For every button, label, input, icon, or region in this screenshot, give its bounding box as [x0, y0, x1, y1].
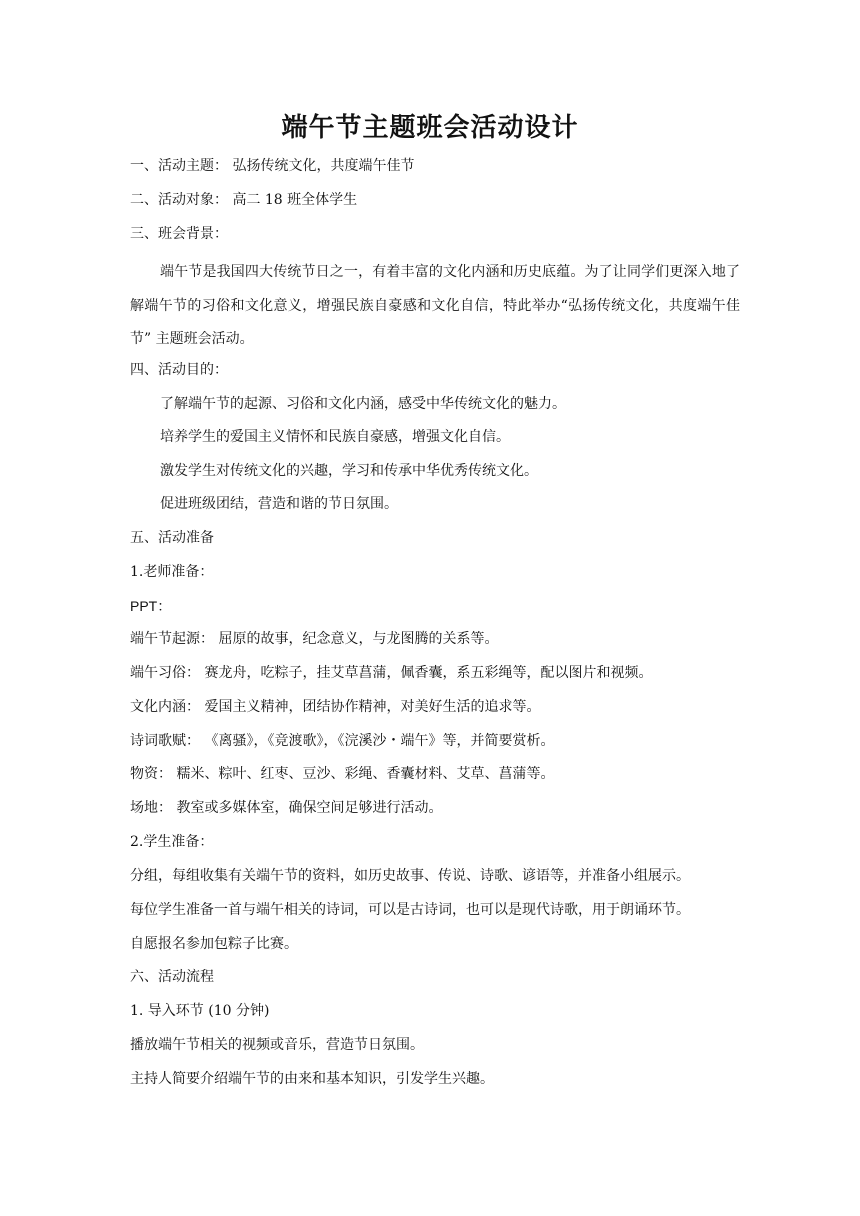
teacher-item: 端午习俗： 赛龙舟，吃粽子，挂艾草菖蒲，佩香囊，系五彩绳等，配以图片和视频。 [130, 665, 653, 681]
background-paragraph: 端午节是我国四大传统节日之一，有着丰富的文化内涵和历史底蕴。为了让同学们更深入地了解端午节的习俗和文化意义，增强民族自豪感和文化自信，特此举办“弘扬传统文化，共度端午佳节” 主题班会活动。 [130, 264, 740, 347]
section-background-heading: 三、班会背景： [130, 226, 228, 242]
section-flow-heading: 六、活动流程 [130, 969, 214, 985]
teacher-item: 物资： 糯米、粽叶、红枣、豆沙、彩绳、香囊材料、艾草、菖蒲等。 [130, 766, 555, 782]
flow-step1-item: 主持人简要介绍端午节的由来和基本知识，引发学生兴趣。 [130, 1071, 494, 1087]
flow-step1-item: 播放端午节相关的视频或音乐，营造节日氛围。 [130, 1037, 424, 1053]
student-item: 自愿报名参加包粽子比赛。 [130, 936, 298, 952]
goal-item: 培养学生的爱国主义情怀和民族自豪感，增强文化自信。 [160, 429, 510, 445]
teacher-prep-heading: 1.老师准备： [130, 564, 214, 580]
section-activity-theme: 一、活动主题： 弘扬传统文化，共度端午佳节 [130, 158, 415, 174]
teacher-item: 诗词歌赋： 《离骚》，《竞渡歌》，《浣溪沙・端午》等，并简要赏析。 [130, 733, 555, 749]
goal-item: 激发学生对传统文化的兴趣，学习和传承中华优秀传统文化。 [160, 463, 538, 479]
student-item: 分组，每组收集有关端午节的资料，如历史故事、传说、诗歌、谚语等，并准备小组展示。 [130, 868, 690, 884]
student-prep-heading: 2.学生准备： [130, 834, 214, 850]
teacher-item: 端午节起源： 屈原的故事，纪念意义，与龙图腾的关系等。 [130, 631, 499, 647]
section-goals-heading: 四、活动目的： [130, 362, 228, 378]
goal-item: 了解端午节的起源、习俗和文化内涵，感受中华传统文化的魅力。 [160, 396, 566, 412]
document-title: 端午节主题班会活动设计 [281, 113, 579, 143]
teacher-item: 文化内涵： 爱国主义精神，团结协作精神，对美好生活的追求等。 [130, 699, 541, 715]
student-item: 每位学生准备一首与端午相关的诗词，可以是古诗词，也可以是现代诗歌，用于朗诵环节。 [130, 902, 690, 918]
section-preparation-heading: 五、活动准备 [130, 530, 214, 546]
teacher-item: 场地： 教室或多媒体室，确保空间足够进行活动。 [130, 800, 443, 816]
flow-step1-heading: 1. 导入环节 (10 分钟) [130, 1003, 270, 1019]
ppt-label: PPT： [130, 598, 172, 614]
section-activity-target: 二、活动对象： 高二 18 班全体学生 [130, 192, 358, 208]
goal-item: 促进班级团结，营造和谐的节日氛围。 [160, 496, 398, 512]
